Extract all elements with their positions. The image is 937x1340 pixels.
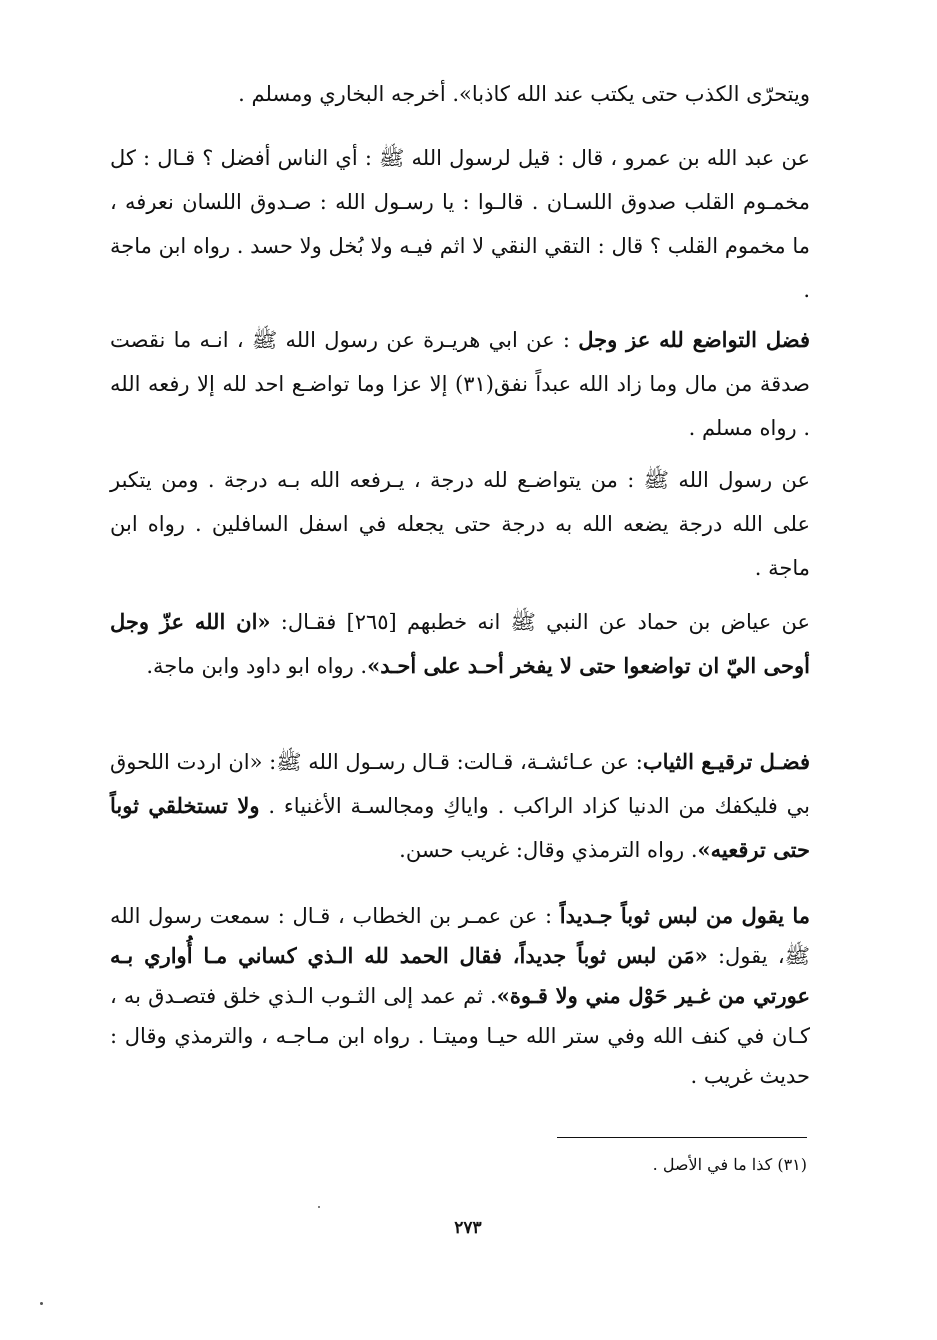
- paragraph-6-heading: ما يقول من لبس ثوباً جـديداً: [559, 903, 810, 928]
- footnote: (٣١) كذا ما في الأصل .: [652, 1155, 807, 1174]
- paragraph-2-segment-1: : عن ابي هريـرة عن رسول الله ﷺ ، انـه ما نقصت صدقة من مال وما زاد الله عبداً نفق(٣١) إلا عزا وما تواضـع احد لله إلا رفعه الله . رواه مسلم .: [110, 328, 810, 440]
- paragraph-2-heading: فضل التواضع لله عز وجل: [578, 327, 810, 352]
- paragraph-5-segment-3: . رواه الترمذي وقال: غريب حسن.: [399, 838, 698, 862]
- page-number: ٢٧٣: [454, 1218, 482, 1238]
- paragraph-6-segment-3: . ثم عمد إلى الثـوب الـذي خلق فتصـدق به ، كـان في كنف الله وفي ستر الله حيـا وميتـا . رواه ابن مـاجـه ، والترمذي وقال : حديث غريب .: [110, 984, 810, 1088]
- footnote-divider: [557, 1137, 807, 1138]
- scan-speck: [40, 1302, 43, 1305]
- paragraph-5-heading: فضـل ترقيـع الثياب: [642, 749, 810, 774]
- paragraph-1-segment-0: عن عبد الله بن عمرو ، قال : قيل لرسول الله ﷺ : أي الناس أفضل ؟ قـال : كل مخمـوم القلب صدوق اللسـان . قالـوا : يا رسـول الله : صـدوق اللسان نعرفه ، ما مخموم القلب ؟ قال : التقي النقي لا اثم فيـه ولا بُخل ولا حسد . رواه ابن ماجة .: [110, 146, 810, 302]
- paragraph-3-segment-0: عن رسول الله ﷺ : من يتواضـع لله درجة ، يـرفعه الله بـه درجة . ومن يتكبر على الله درجة يضعه الله به درجة حتى يجعله في اسفل السافلين . رواه ابن ماجة .: [110, 468, 810, 580]
- paragraph-5-quote: ولا تستخلقي ثوباً حتى ترقعيه»: [110, 793, 810, 862]
- scan-speck: [318, 1206, 320, 1208]
- paragraph-4-quote: «ان الله عزّ وجل أوحى اليّ ان تواضعوا حتى لا يفخر أحـد على أحـد»: [110, 609, 810, 678]
- paragraph-4: [110, 600, 810, 688]
- paragraph-6-quote: «مَن لبس ثوباً جديداً، فقال الحمد لله الـذي كساني مـا أُواري بـه عورتي من غـير حَوْل مني ولا قـوة»: [110, 943, 810, 1008]
- paragraph-4-segment-0: عن عياض بن حماد عن النبي ﷺ انه خطبهم [٢٦٥] فقـال:: [270, 610, 810, 634]
- paragraph-5: [110, 740, 810, 872]
- paragraph-6-segment-1: : عن عمـر بن الخطاب ، قـال : سمعت رسول الله ﷺ، يقول:: [110, 904, 811, 968]
- paragraph-1: [110, 136, 810, 312]
- paragraph-4-segment-2: . رواه ابو داود وابن ماجة.: [146, 654, 368, 678]
- paragraph-6: [110, 896, 810, 1096]
- paragraph-0-segment-0: ويتحرّى الكذب حتى يكتب عند الله كاذبا». أخرجه البخاري ومسلم .: [238, 82, 810, 106]
- paragraph-2: [110, 318, 810, 450]
- paragraph-5-segment-1: : عن عـائشـة، قـالت: قـال رسـول الله ﷺ: «ان اردت اللحوق بي فليكفك من الدنيا كزاد الراكب . واياكِ ومجالسـة الأغنياء .: [110, 750, 811, 818]
- paragraph-0: [110, 72, 810, 116]
- paragraph-3: [110, 458, 810, 590]
